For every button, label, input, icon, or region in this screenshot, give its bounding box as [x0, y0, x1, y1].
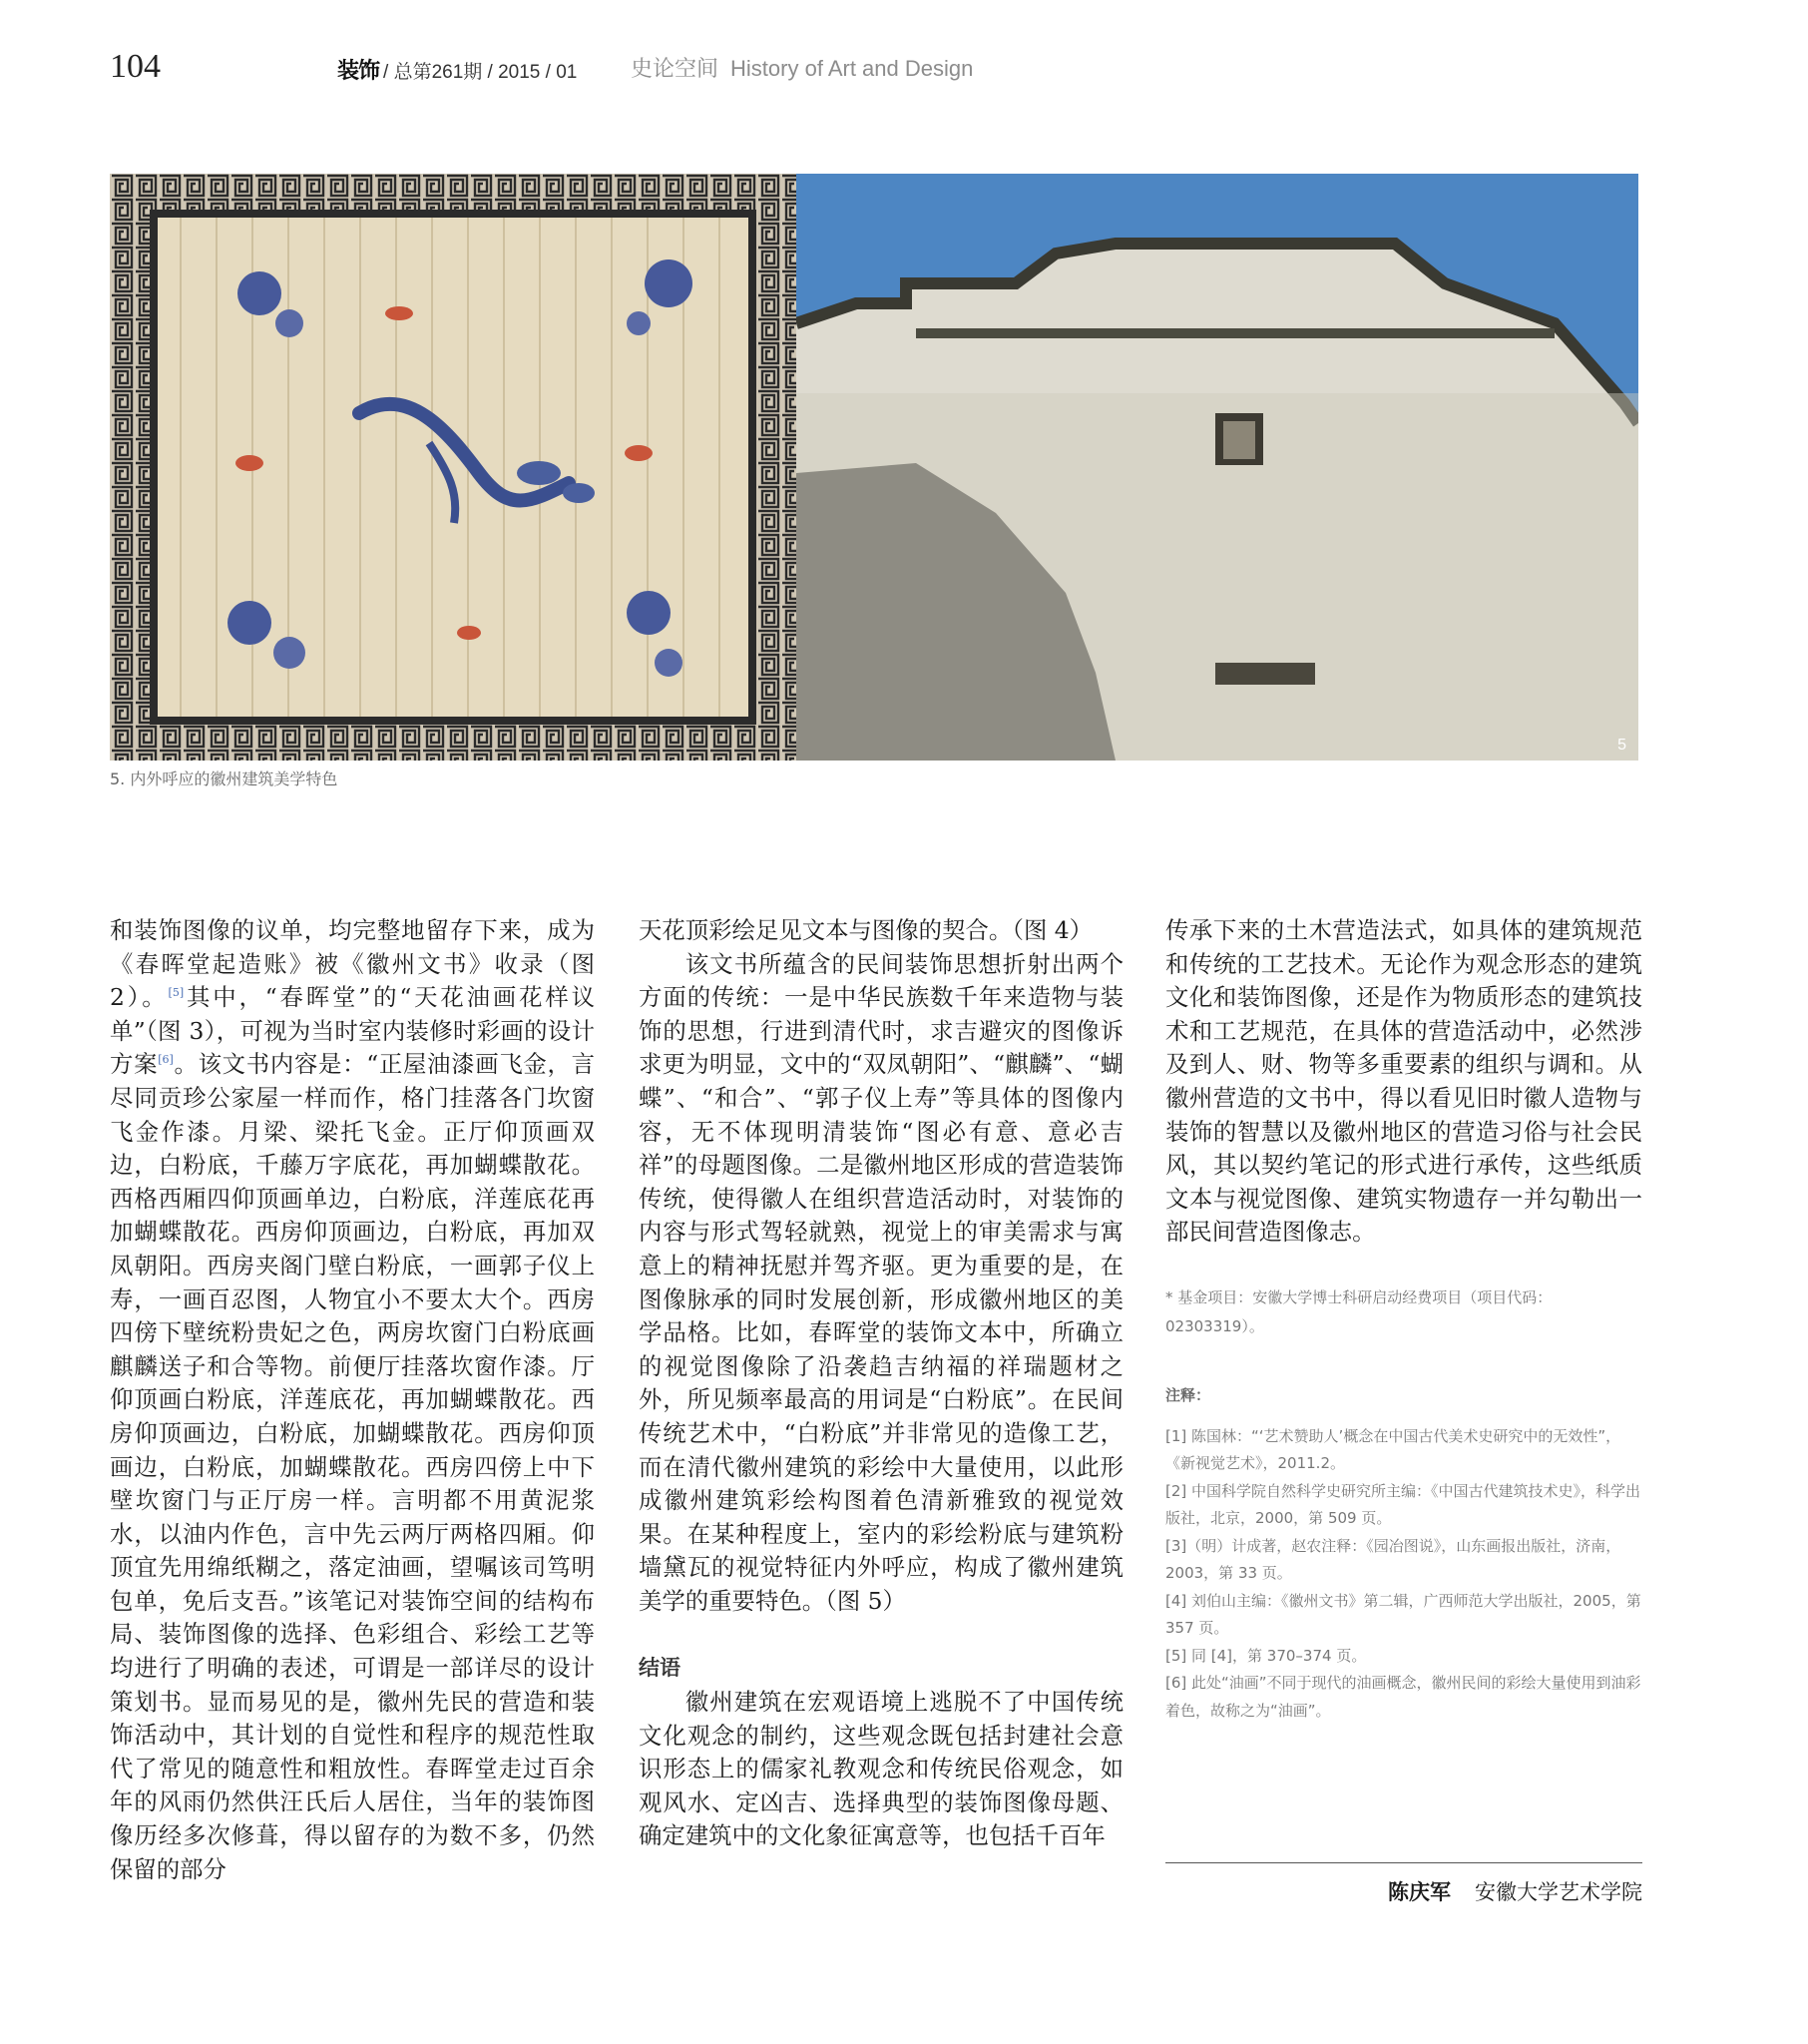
column-3-paragraph-1: 传承下来的土木营造法式，如具体的建筑规范和传统的工艺技术。无论作为观念形态的建筑文化和装饰图像，还是作为物质形态的建筑技术和工艺规范，在具体的营造活动中，必然涉及到人、财、物等多重要素的组织与调和。从徽州营造的文书中，得以看见旧时徽人造物与装饰的智慧以及徽州地区的营造习俗与社会民风，其以契约笔记的形式进行承传，这些纸质文本与视觉图像、建筑实物遗存一并勾勒出一部民间营造图像志。	[1165, 916, 1642, 1247]
column-2-paragraph-1: 天花顶彩绘足见文本与图像的契合。（图 4）	[639, 916, 1094, 944]
huizhou-wall-photo	[796, 174, 1638, 761]
note-item: [6] 此处“油画”不同于现代的油画概念，徽州民间的彩绘大量使用到油彩着色，故称之为“油画”。	[1165, 1674, 1641, 1720]
section-title	[631, 52, 973, 83]
text-segment: 和装饰图像的议单，均完整地留存下来，成为《春晖堂起造账》被《徽州文书》收录（图 2）。	[110, 916, 595, 1012]
section-title-cn: 史论空间	[631, 57, 719, 82]
column-2-paragraph-3: 徽州建筑在宏观语境上逃脱不了中国传统文化观念的制约，这些观念既包括封建社会意识形态上的儒家礼教观念和传统民俗观念，如观风水、定凶吉、选择典型的装饰图像母题、确定建筑中的文化象征寓意等，也包括千百年	[639, 1688, 1124, 1850]
author-line	[1165, 1876, 1642, 1906]
notes-title: 注释：	[1165, 1385, 1211, 1404]
text-segment: 其中，“春晖堂”的“天花油画花样议单”（图 3），可视为当时室内装修时彩画的设计方案	[110, 983, 595, 1079]
author-name: 陈庆军	[1388, 1880, 1451, 1904]
figure-caption: 5. 内外呼应的徽州建筑美学特色	[110, 769, 338, 788]
note-item: [2] 中国科学院自然科学史研究所主编：《中国古代建筑技术史》，科学出版社，北京，2000，第 509 页。	[1165, 1481, 1641, 1528]
text-column-3	[1165, 914, 1642, 1725]
notes-list	[1165, 1423, 1642, 1726]
page-header	[110, 48, 1698, 92]
figure-number: 5	[1617, 737, 1626, 754]
author-affiliation: 安徽大学艺术学院	[1475, 1880, 1642, 1904]
note-item: [5] 同 [4]，第 370–374 页。	[1165, 1646, 1367, 1665]
section-title-en: History of Art and Design	[730, 56, 974, 81]
note-item: [1] 陈国林：“‘艺术赞助人’概念在中国古代美术史研究中的无效性”，《新视觉艺术》，2011.2。	[1165, 1426, 1621, 1473]
conclusion-heading: 结语	[639, 1656, 680, 1681]
footnote-ref-6[interactable]: [6]	[158, 1053, 174, 1067]
column-1-paragraph	[110, 914, 595, 1886]
figure-5	[110, 174, 1638, 761]
fund-note: * 基金项目：安徽大学博士科研启动经费项目（项目代码：02303319）。	[1165, 1287, 1553, 1335]
column-2-paragraph-2: 该文书所蕴含的民间装饰思想折射出两个方面的传统：一是中华民族数千年来造物与装饰的思想，行进到清代时，求吉避灾的图像诉求更为明显，文中的“双凤朝阳”、“麒麟”、“蝴蝶”、“和合”、“郭子仪上寿”等具体的图像内容，无不体现明清装饰“图必有意、意必吉祥”的母题图像。二是徽州地区形成的营造装饰传统，使得徽人在组织营造活动时，对装饰的内容与形式驾轻就熟，视觉上的审美需求与寓意上的精神抚慰并驾齐驱。更为重要的是，在图像脉承的同时发展创新，形成徽州地区的美学品格。比如，春晖堂的装饰文本中，所确立的视觉图像除了沿袭趋吉纳福的祥瑞题材之外，所见频率最高的用词是“白粉底”。在民间传统艺术中，“白粉底”并非常见的造像工艺，而在清代徽州建筑的彩绘中大量使用，以此形成徽州建筑彩绘构图着色清新雅致的视觉效果。在某种程度上，室内的彩绘粉底与建筑粉墙黛瓦的视觉特征内外呼应，构成了徽州建筑美学的重要特色。（图 5）	[639, 949, 1124, 1615]
author-divider	[1165, 1862, 1642, 1863]
footnote-ref-5[interactable]: [5]	[168, 986, 185, 1000]
journal-info	[337, 54, 577, 85]
text-segment: 。该文书内容是：“正屋油漆画飞金，言尽同贡珍公家屋一样而作，格门挂落各门坎窗飞金作漆。月梁、梁托飞金。正厅仰顶画双边，白粉底，千藤万字底花，再加蝴蝶散花。西格西厢四仰顶画单边，白粉底，洋莲底花再加蝴蝶散花。西房仰顶画边，白粉底，再加双凤朝阳。西房夹阁门壁白粉底，一画郭子仪上寿，一画百忍图，人物宜小不要太大个。西房四傍下壁统粉贵妃之色，两房坎窗门白粉底画麒麟送子和合等物。前便厅挂落坎窗作漆。厅仰顶画白粉底，洋莲底花，再加蝴蝶散花。西房仰顶画边，白粉底，加蝴蝶散花。西房仰顶画边，白粉底，加蝴蝶散花。西房四傍上中下壁坎窗门与正厅房一样。言明都不用黄泥浆水，以油内作色，言中先云两厅两格四厢。仰顶宜先用绵纸糊之，落定油画，望嘱该司笃明包单，免后支吾。”该笔记对装饰空间的结构布局、装饰图像的选择、色彩组合、彩绘工艺等均进行了明确的表述，可谓是一部详尽的设计策划书。显而易见的是，徽州先民的营造和装饰活动中，其计划的自觉性和程序的规范性取代了常见的随意性和粗放性。春晖堂走过百余年的风雨仍然供汪氏后人居住，当年的装饰图像历经多次修葺，得以留存的为数不多，仍然保留的部分	[110, 1050, 595, 1883]
page-number: 104	[110, 48, 161, 85]
issue-info: / 总第261期 / 2015 / 01	[383, 62, 578, 83]
journal-logo: 装饰	[337, 58, 380, 83]
text-column-2	[639, 914, 1124, 1853]
text-column-1	[110, 914, 595, 1886]
note-item: [3]（明）计成著，赵农注释：《园冶图说》，山东画报出版社，济南，2003，第 33 页。	[1165, 1536, 1621, 1583]
note-item: [4] 刘伯山主编：《徽州文书》第二辑，广西师范大学出版社，2005，第 357 页。	[1165, 1591, 1641, 1638]
ceiling-painting-image	[110, 174, 796, 761]
